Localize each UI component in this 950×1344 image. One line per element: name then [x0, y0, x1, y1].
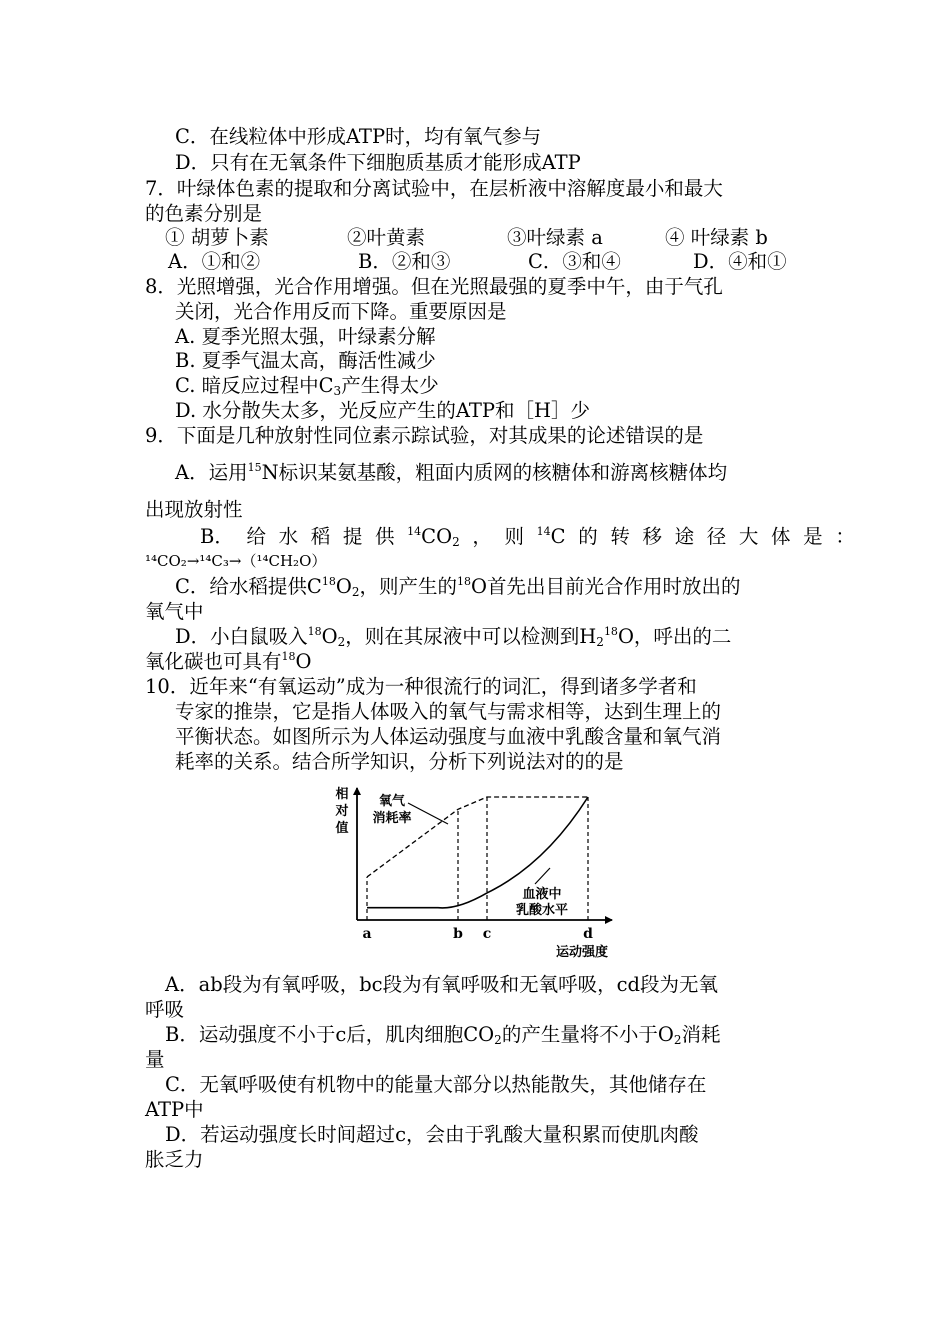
- q8-option-a: A. 夏季光照太强，叶绿素分解: [175, 325, 436, 348]
- q7-stem-line1: 7．叶绿体色素的提取和分离试验中，在层析液中溶解度最小和最大: [145, 177, 723, 200]
- q10-option-a-line1: A．ab段为有氧呼吸，bc段为有氧呼吸和无氧呼吸，cd段为无氧: [165, 973, 718, 996]
- q7-stem-line2: 的色素分别是: [145, 202, 263, 225]
- q9-option-d-line1: D．小白鼠吸入$^{18}O_2$，则在其尿液中可以检测到$H_2^{18}O$，呼出的二: [175, 625, 732, 649]
- x-tick-a: a: [362, 926, 372, 942]
- q6-option-d: D．只有在无氧条件下细胞质基质才能形成ATP: [175, 151, 581, 174]
- q8-stem-line1: 8．光照增强，光合作用增强。但在光照最强的夏季中午，由于气孔: [145, 275, 723, 298]
- q10-stem-line2: 专家的推崇，它是指人体吸入的氧气与需求相等，达到生理上的: [175, 700, 722, 723]
- q9-option-a-line1: A．运用$^{15}$N标识某氨基酸，粗面内质网的核糖体和游离核糖体均: [175, 461, 728, 484]
- y-axis-label: 值: [335, 821, 349, 836]
- q9-option-b-line2: ¹⁴CO₂→¹⁴C₃→（¹⁴CH₂O）: [145, 552, 327, 570]
- q7-option-a: A．①和②: [168, 250, 261, 273]
- q7-item-2: ②叶黄素: [347, 226, 426, 249]
- lactate-label-line1: 血液中: [522, 887, 562, 902]
- q8-stem-line2: 关闭，光合作用反而下降。重要原因是: [175, 300, 507, 323]
- oxygen-label-line1: 氧气: [378, 794, 406, 809]
- q7-item-4: ④ 叶绿素 b: [665, 226, 768, 249]
- q8-option-d: D. 水分散失太多，光反应产生的ATP和［H］少: [175, 399, 590, 422]
- q10-stem-line1: 10．近年来“有氧运动”成为一种很流行的词汇，得到诸多学者和: [145, 675, 697, 698]
- q9-option-d-line2: 氧化碳也可具有$^{18}$O: [145, 650, 312, 673]
- q9-option-c-line1: C．给水稻提供$C^{18}O_2$，则产生的$^{18}$O首先出目前光合作用时放出的: [175, 575, 741, 599]
- oxygen-leader-line: [408, 803, 448, 824]
- q9-option-b-line1: B． 给 水 稻 提 供 $^{14}CO_2$ ， 则 $^{14}$C 的 转 移 途 径 大 体 是 ：: [200, 525, 855, 549]
- lactate-label-line2: 乳酸水平: [515, 903, 569, 918]
- q10-stem-line4: 耗率的关系。结合所学知识，分析下列说法对的的是: [175, 750, 624, 773]
- lactate-leader-line: [535, 868, 550, 884]
- x-tick-d: d: [583, 926, 593, 942]
- oxygen-label-line2: 消耗率: [372, 811, 412, 826]
- q10-option-b-line1: B．运动强度不小于c后，肌肉细胞$CO_2$的产生量将不小于$O_2$消耗: [165, 1023, 721, 1047]
- q8-option-c: C. 暗反应过程中$C_3$产生得太少: [175, 374, 439, 398]
- x-tick-c: c: [482, 926, 492, 942]
- q10-option-c-line1: C．无氧呼吸使有机物中的能量大部分以热能散失，其他储存在: [165, 1073, 707, 1096]
- y-axis-label: 对: [335, 804, 349, 819]
- q9-stem: 9．下面是几种放射性同位素示踪试验，对其成果的论述错误的是: [145, 424, 704, 447]
- q9-option-c-line2: 氧气中: [145, 600, 204, 623]
- x-axis-label: 运动强度: [555, 945, 609, 960]
- q6-option-c: C．在线粒体中形成ATP时，均有氧气参与: [175, 125, 542, 148]
- q10-option-c-line2: ATP中: [145, 1098, 204, 1121]
- q7-option-b: B．②和③: [358, 250, 451, 273]
- q10-option-d-line1: D．若运动强度长时间超过c，会由于乳酸大量积累而使肌肉酸: [165, 1123, 699, 1146]
- q10-option-b-line2: 量: [145, 1048, 165, 1071]
- q7-option-c: C．③和④: [528, 250, 621, 273]
- q7-option-d: D．④和①: [693, 250, 787, 273]
- q7-item-1: ① 胡萝卜素: [165, 226, 269, 249]
- q10-stem-line3: 平衡状态。如图所示为人体运动强度与血液中乳酸含量和氧气消: [175, 725, 722, 748]
- exercise-lactate-chart: [330, 780, 620, 965]
- q8-option-b: B. 夏季气温太高，酶活性减少: [175, 349, 436, 372]
- q7-item-3: ③叶绿素 a: [507, 226, 603, 249]
- x-tick-b: b: [453, 926, 463, 942]
- q9-option-a-line2: 出现放射性: [145, 498, 243, 521]
- q10-option-a-line2: 呼吸: [145, 998, 185, 1021]
- q10-option-d-line2: 胀乏力: [145, 1148, 204, 1171]
- y-axis-label: 相: [335, 787, 349, 802]
